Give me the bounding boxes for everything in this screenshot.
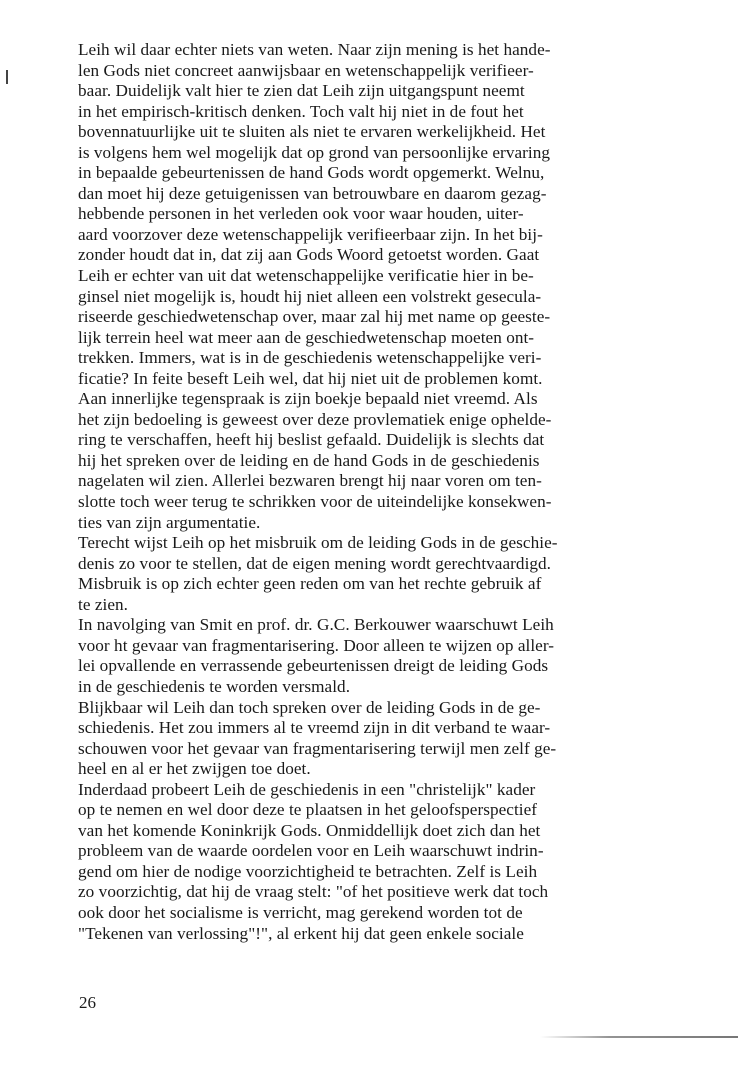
text-line: het zijn bedoeling is geweest over deze provlematiek enige ophelde- bbox=[78, 409, 552, 429]
text-line: heel en al er het zwijgen toe doet. bbox=[78, 759, 311, 779]
text-line: ginsel niet mogelijk is, houdt hij niet alleen een volstrekt gesecula- bbox=[78, 286, 542, 306]
text-line: in het empirisch-kritisch denken. Toch valt hij niet in de fout het bbox=[78, 101, 524, 121]
text-line: slotte toch weer terug te schrikken voor de uiteindelijke konsekwen- bbox=[78, 492, 552, 512]
text-line: op te nemen en wel door deze te plaatsen in het geloofsperspectief bbox=[78, 800, 538, 820]
text-line: ties van zijn argumentatie. bbox=[78, 512, 261, 532]
text-line: in bepaalde gebeurtenissen de hand Gods wordt opgemerkt. Welnu, bbox=[78, 163, 545, 183]
scan-edge-shadow bbox=[540, 1036, 738, 1038]
text-line: lijk terrein heel wat meer aan de geschiedwetenschap moeten ont- bbox=[78, 327, 535, 347]
text-line: nagelaten wil zien. Allerlei bezwaren brengt hij naar voren om ten- bbox=[78, 471, 542, 491]
text-line: gend om hier de nodige voorzichtigheid te betrachten. Zelf is Leih bbox=[78, 861, 538, 881]
text-line: dan moet hij deze getuigenissen van betrouwbare en daarom gezag- bbox=[78, 183, 547, 203]
text-line: ring te verschaffen, heeft hij beslist gefaald. Duidelijk is slechts dat bbox=[78, 430, 545, 450]
text-line: zo voorzichtig, dat hij de vraag stelt: "of het positieve werk dat toch bbox=[78, 882, 549, 902]
text-line: Leih er echter van uit dat wetenschappelijke verificatie hier in be- bbox=[78, 266, 534, 286]
text-line: ook door het socialisme is verricht, mag gerekend worden tot de bbox=[78, 902, 523, 922]
text-line: riseerde geschiedwetenschap over, maar zal hij met name op geeste- bbox=[78, 307, 551, 327]
text-line: in de geschiedenis te worden versmald. bbox=[78, 676, 351, 696]
text-line: schiedenis. Het zou immers al te vreemd zijn in dit verband te waar- bbox=[78, 718, 551, 738]
text-line: bovennatuurlijke uit te sluiten als niet te ervaren werkelijkheid. Het bbox=[78, 122, 546, 142]
text-line: Terecht wijst Leih op het misbruik om de leiding Gods in de geschie- bbox=[78, 533, 558, 553]
body-text bbox=[78, 40, 730, 944]
text-line: Blijkbaar wil Leih dan toch spreken over de leiding Gods in de ge- bbox=[78, 697, 541, 717]
text-line: lei opvallende en verrassende gebeurtenissen dreigt de leiding Gods bbox=[78, 656, 549, 676]
text-line: "Tekenen van verlossing"!", al erkent hij dat geen enkele sociale bbox=[78, 923, 524, 943]
text-line: probleem van de waarde oordelen voor en Leih waarschuwt indrin- bbox=[78, 841, 544, 861]
text-line: zonder houdt dat in, dat zij aan Gods Woord getoetst worden. Gaat bbox=[78, 245, 540, 265]
text-line: te zien. bbox=[78, 594, 129, 614]
text-line: hebbende personen in het verleden ook voor waar houden, uiter- bbox=[78, 204, 524, 224]
text-line: denis zo voor te stellen, dat de eigen mening wordt gerechtvaardigd. bbox=[78, 553, 552, 573]
text-line: trekken. Immers, wat is in de geschiedenis wetenschappelijke veri- bbox=[78, 348, 542, 368]
text-line: Inderdaad probeert Leih de geschiedenis in een "christelijk" kader bbox=[78, 779, 536, 799]
text-line: is volgens hem wel mogelijk dat op grond van persoonlijke ervaring bbox=[78, 142, 551, 162]
text-line: Misbruik is op zich echter geen reden om van het rechte gebruik af bbox=[78, 574, 542, 594]
page-number: 26 bbox=[79, 993, 96, 1012]
text-line: baar. Duidelijk valt hier te zien dat Leih zijn uitgangspunt neemt bbox=[78, 81, 525, 101]
text-line: In navolging van Smit en prof. dr. G.C. Berkouwer waarschuwt Leih bbox=[78, 615, 554, 635]
text-line: ficatie? In feite beseft Leih wel, dat hij niet uit de problemen komt. bbox=[78, 368, 543, 388]
text-line: hij het spreken over de leiding en de hand Gods in de geschiedenis bbox=[78, 450, 540, 470]
text-line: Aan innerlijke tegenspraak is zijn boekje bepaald niet vreemd. Als bbox=[78, 389, 538, 409]
text-line: voor ht gevaar van fragmentarisering. Door alleen te wijzen op aller- bbox=[78, 635, 555, 655]
text-line: len Gods niet concreet aanwijsbaar en wetenschappelijk verifieer- bbox=[78, 60, 534, 80]
scan-edge-mark bbox=[6, 70, 8, 84]
text-line: Leih wil daar echter niets van weten. Naar zijn mening is het hande- bbox=[78, 40, 551, 59]
text-line: van het komende Koninkrijk Gods. Onmiddellijk doet zich dan het bbox=[78, 820, 541, 840]
text-line: aard voorzover deze wetenschappelijk verifieerbaar zijn. In het bij- bbox=[78, 224, 543, 244]
text-line: schouwen voor het gevaar van fragmentarisering terwijl men zelf ge- bbox=[78, 738, 557, 758]
